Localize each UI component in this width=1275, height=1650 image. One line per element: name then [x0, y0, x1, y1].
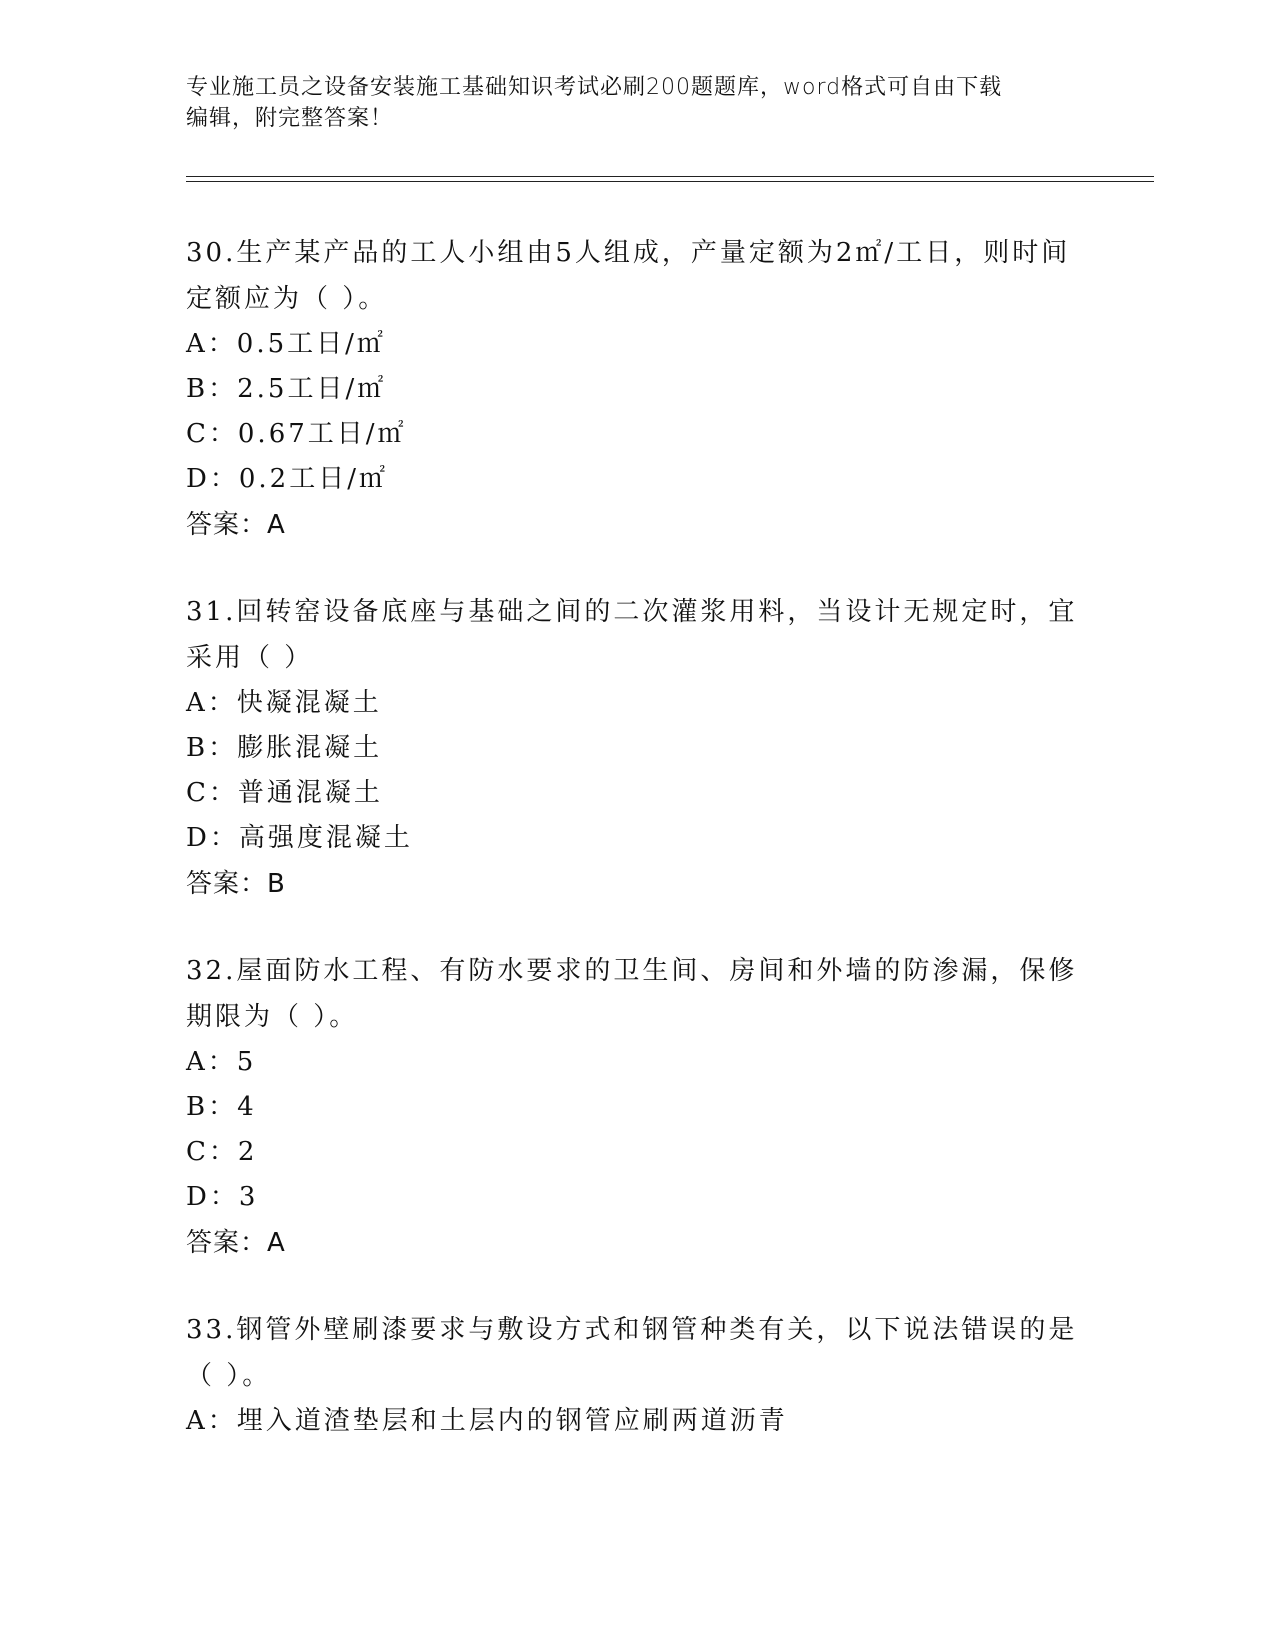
- question-text: [186, 230, 1086, 322]
- question-33: [186, 1307, 1086, 1444]
- question-30: [186, 230, 1086, 548]
- option-b: B：2.5工日/㎡: [186, 374, 387, 404]
- document-header: [186, 72, 1086, 134]
- option-d: D：高强度混凝土: [186, 823, 413, 853]
- option-c: C：2: [186, 1137, 258, 1167]
- header-divider-top: [186, 176, 1154, 177]
- question-line-1: 32.屋面防水工程、有防水要求的卫生间、房间和外墙的防渗漏，保修: [186, 956, 1078, 986]
- option-d: D：0.2工日/㎡: [186, 464, 388, 494]
- option-c: C：0.67工日/㎡: [186, 419, 407, 449]
- question-line-1: 30.生产某产品的工人小组由5人组成，产量定额为2㎡/工日，则时间: [186, 238, 1071, 268]
- question-line-1: 33.钢管外壁刷漆要求与敷设方式和钢管种类有关，以下说法错误的是: [186, 1315, 1078, 1345]
- question-text: [186, 1307, 1086, 1399]
- option-b: B：4: [186, 1092, 257, 1122]
- header-line-1: 专业施工员之设备安装施工基础知识考试必刷200题题库，word格式可自由下载: [186, 75, 1003, 100]
- option-d: D：3: [186, 1182, 259, 1212]
- question-31: [186, 589, 1086, 907]
- header-divider-bottom: [186, 181, 1154, 182]
- answer: 答案：B: [186, 869, 286, 899]
- answer: 答案：A: [186, 510, 286, 540]
- question-line-2: 定额应为（ ）。: [186, 284, 388, 314]
- question-line-1: 31.回转窑设备底座与基础之间的二次灌浆用料，当设计无规定时，宜: [186, 597, 1078, 627]
- option-a: A：快凝混凝土: [186, 688, 382, 718]
- question-text: [186, 948, 1086, 1040]
- question-line-2: 期限为（ ）。: [186, 1002, 359, 1032]
- option-a: A：5: [186, 1047, 257, 1077]
- option-a: A：0.5工日/㎡: [186, 329, 386, 359]
- question-32: [186, 948, 1086, 1266]
- question-text: [186, 589, 1086, 681]
- question-line-2: 采用（ ）: [186, 643, 314, 673]
- option-c: C：普通混凝土: [186, 778, 383, 808]
- answer: 答案：A: [186, 1228, 286, 1258]
- question-line-2: （ ）。: [186, 1361, 272, 1391]
- option-b: B：膨胀混凝土: [186, 733, 383, 763]
- header-line-2: 编辑，附完整答案！: [186, 106, 394, 131]
- option-a: A：埋入道渣垫层和土层内的钢管应刷两道沥青: [186, 1406, 788, 1436]
